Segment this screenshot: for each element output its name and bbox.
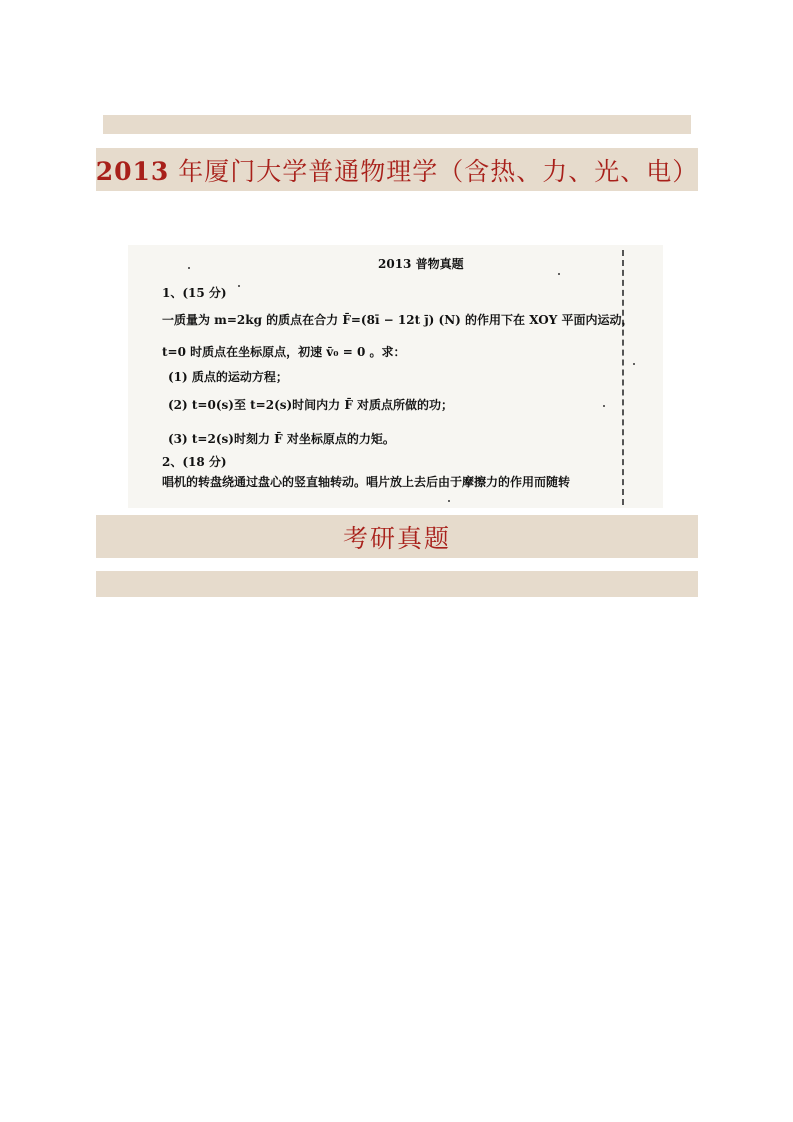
question-1-label: 1、(15 分) [162, 286, 227, 300]
title-text: 年厦门大学普通物理学（含热、力、光、电） [178, 156, 699, 186]
scan-speck [558, 273, 560, 275]
question-1-part-3: (3) t=2(s)时刻力 F̄ 对坐标原点的力矩。 [168, 432, 395, 446]
question-2-label: 2、(18 分) [162, 455, 227, 469]
scan-speck [188, 267, 190, 269]
scan-speck [448, 500, 450, 502]
scan-speck [633, 363, 635, 365]
section-title: 考研真题 [342, 523, 451, 553]
question-1-part-1: (1) 质点的运动方程； [168, 370, 288, 384]
question-1-line-1: 一质量为 m=2kg 的质点在合力 F̄=(8ī − 12t j̄) (N) 的作用下在 XOY 平面内运动， [162, 313, 634, 327]
bottom-decor-band [96, 571, 698, 597]
question-2-line-1: 唱机的转盘绕通过盘心的竖直轴转动。唱片放上去后由于摩擦力的作用而随转 [162, 475, 571, 489]
section-band [96, 515, 698, 558]
exam-scan-image [128, 245, 663, 508]
scan-speck [603, 405, 605, 407]
scan-heading: 2013 普物真题 [378, 257, 464, 271]
page-title [96, 152, 699, 188]
title-year: 2013 [95, 156, 170, 186]
title-band [96, 148, 698, 191]
fold-line [622, 250, 624, 505]
question-1-part-2: (2) t=0(s)至 t=2(s)时间内力 F̄ 对质点所做的功； [168, 398, 454, 412]
top-decor-band [103, 115, 691, 134]
question-1-line-2: t=0 时质点在坐标原点，初速 v̄₀ = 0 。求： [162, 345, 406, 359]
scan-speck [238, 285, 240, 287]
